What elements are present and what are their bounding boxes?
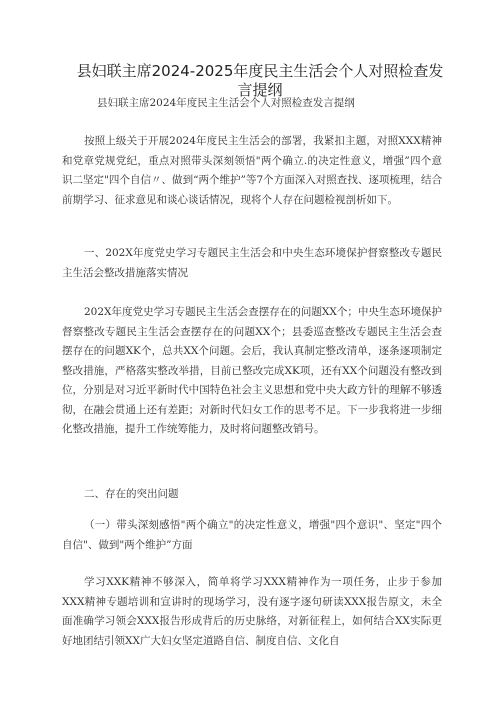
document-title: 县妇联主席2024-2025年度民主生活会个人对照检查发言提纲: [76, 62, 444, 99]
subsection-heading-1: （一）带头深刻感悟"两个确立"的决定性意义，增强"四个意识"、坚定"四个自信"、做到"两个维护”方面: [62, 519, 442, 551]
paragraph-intro: 按照上级关于开展2024年度民主生活会的部署，我紧扣主题，对照XXX精神和党章党规党纪，重点对照带头深刻领悟"两个确立.的决定性意义，增强”四个意识二坚定"四个自信〃、做到“两个维护”等7个方面深入对照查找、逐项梳理，结合前期学习、征求意见和谈心谈话情况，现将个人存在问题检视剖析如下。: [62, 135, 442, 206]
section-heading-1: 一、202X年度党史学习专题民主生活会和中央生态环境保护督察整改专题民主生活会整改措施落实情况: [62, 247, 442, 279]
section-heading-2: 二、存在的突出问题: [84, 488, 179, 500]
document-subtitle: 县妇联主席2024年度民主生活会个人对照检查发言提纲: [97, 97, 355, 109]
paragraph-rectification-status: 202X年度党史学习专题民主生活会查摆存在的问题XX个；中央生态环境保护督察整改专题民主生活会查摆存在的问题XX个；县委巡查整改专题民主生活会查摆存在的问题XK个，总共XX个问题。会后，我认真制定整改清单，逐条逐项制定整改措施，严格落实整改举措，目前已整改完成XK项，还有XX个问题没有整改到位，分别是对习近平新时代中国特色社会主义思想和党中央大政方针的理解不够透彻，在融会贯通上还有差距；对新时代妇女工作的思考不足。下一步我将进一步细化整改措施，提升工作统筹能力，及时将问题整改销号。: [62, 306, 442, 435]
paragraph-study-issues: 学习XXK精神不够深入，简单将学习XXX精神作为一项任务，止步于参加XXX精神专题培训和宣讲时的现场学习，没有逐字逐句研读XXX报告原文，未全面准确学习领会XXX报告形成背后的历史脉络，对新征程上，如何结合XX实际更好地团结引领XX广大妇女坚定道路自信、制度自信、文化自: [62, 576, 442, 647]
